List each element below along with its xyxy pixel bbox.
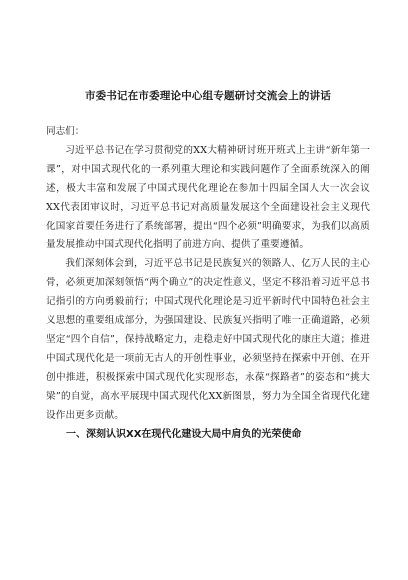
salutation: 同志们： xyxy=(46,126,85,137)
paragraph-2: 我们深刻体会到，习近平总书记是民族复兴的领路人、亿万人民的主心骨，必须更加深刻领悟“两个确立”的决定性意义，坚定不移沿着习近平总书记指引的方向勇毅前行；中国式现代化理论是习近平新时代中国特色社会主义思想的重要组成部分，为强国建设、民族复兴指明了唯一正确道路，必须坚定“四个自信”，保持战略定力，走稳走好中国式现代化的康庄大道；推进中国式现代化是一项前无古人的开创性事业，必须坚持在探索中开创、在开创中推进，积极探索中国式现代化实现形态，永葆“探路者”的姿态和“挑大梁”的自觉，高水平展现中国式现代化XX新图景，努力为全国全省现代化建设作出更多贡献。 xyxy=(46,258,370,421)
document-title: 市委书记在市委理论中心组专题研讨交流会上的讲话 xyxy=(84,90,332,102)
paragraph-1: 习近平总书记在学习贯彻党的XX大精神研讨班开班式上主讲“新年第一课”，对中国式现代化的一系列重大理论和实践问题作了全面系统深入的阐述，极大丰富和发展了中国式现代化理论在参加十四届全国人大一次会议XX代表团审议时，习近平总书记对高质量发展这个全面建设社会主义现代化国家首要任务进行了系统部署，提出“四个必须”明确要求，为我们以高质量发展推动中国式现代化指明了前进方向、提供了重要遵循。 xyxy=(46,144,370,251)
section-heading: 一、深刻认识XX在现代化建设大局中肩负的光荣使命 xyxy=(66,428,302,440)
